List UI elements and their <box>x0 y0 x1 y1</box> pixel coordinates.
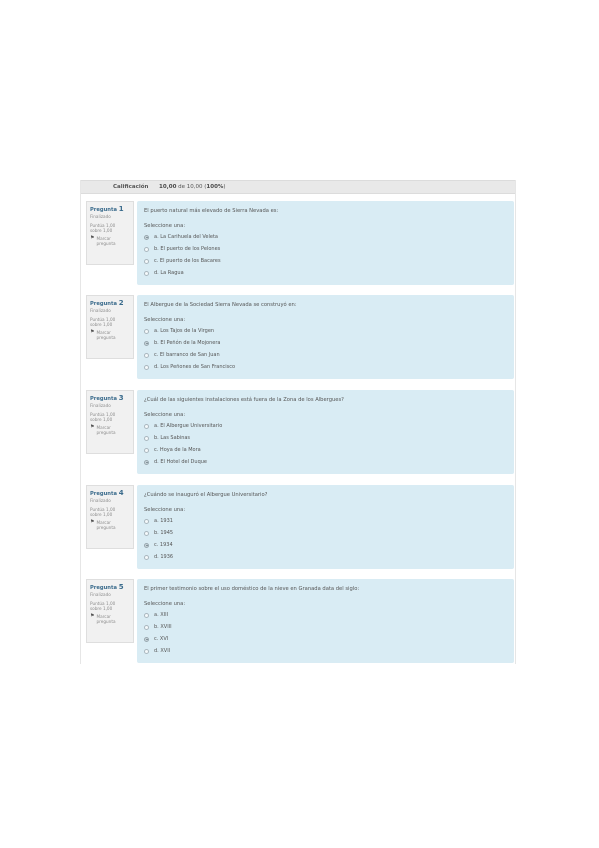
answer-option[interactable] <box>144 444 514 456</box>
radio-button[interactable] <box>144 271 149 276</box>
question-text: El primer testimonio sobre el uso doméstico de la nieve en Granada data del siglo: <box>144 586 360 592</box>
answer-label: d. 1936 <box>154 554 174 560</box>
question-content <box>137 485 514 569</box>
answer-option[interactable] <box>144 515 514 527</box>
grade-rest: de 10,00 ( <box>178 184 207 190</box>
flag-question[interactable] <box>90 614 133 625</box>
answer-option[interactable] <box>144 432 514 444</box>
answer-label: c. El barranco de San Juan <box>154 352 220 358</box>
answer-options <box>144 231 514 279</box>
answer-prompt: Seleccione una: <box>144 412 186 418</box>
answer-option[interactable] <box>144 243 514 255</box>
grade-percent: 100% <box>206 184 224 190</box>
question-number <box>90 205 133 214</box>
flag-line-1: Marcar <box>96 613 111 619</box>
points-line-2: sobre 1,00 <box>90 512 113 517</box>
question-number <box>90 583 133 592</box>
answer-option[interactable] <box>144 231 514 243</box>
flag-icon[interactable]: ⚑ <box>90 328 95 335</box>
flag-label <box>96 614 115 625</box>
answer-label: b. El Peñón de la Mojonera <box>154 340 221 346</box>
answer-option[interactable] <box>144 337 514 349</box>
answer-label: c. XVI <box>154 636 169 642</box>
answer-label: c. 1934 <box>154 542 173 548</box>
flag-line-1: Marcar <box>96 519 111 525</box>
radio-button[interactable] <box>144 365 149 370</box>
answer-option[interactable] <box>144 527 514 539</box>
grade-label: Calificación <box>113 184 149 190</box>
flag-line-1: Marcar <box>96 424 111 430</box>
flag-question[interactable] <box>90 425 133 436</box>
radio-button[interactable] <box>144 613 149 618</box>
answer-option[interactable] <box>144 551 514 563</box>
answer-label: b. 1945 <box>154 530 174 536</box>
question-label: Pregunta <box>90 491 117 497</box>
answer-label: d. La Ragua <box>154 270 184 276</box>
answer-option[interactable] <box>144 349 514 361</box>
grade-score: 10,00 <box>159 184 177 190</box>
flag-label <box>96 520 115 531</box>
answer-options <box>144 609 514 657</box>
answer-label: b. Las Sabinas <box>154 435 191 441</box>
answer-prompt: Seleccione una: <box>144 223 186 229</box>
question-number <box>90 394 133 403</box>
answer-label: b. XVIII <box>154 624 172 630</box>
question-1 <box>86 201 514 285</box>
flag-line-2: pregunta <box>96 335 116 340</box>
answer-label: d. El Hotel del Duque <box>154 459 207 465</box>
radio-button[interactable] <box>144 543 149 548</box>
question-state: Finalizado <box>90 214 111 219</box>
answer-options <box>144 325 514 373</box>
question-state: Finalizado <box>90 403 111 408</box>
flag-line-2: pregunta <box>96 525 116 530</box>
flag-label <box>96 330 115 341</box>
question-text: ¿Cuándo se inauguró el Albergue Universitario? <box>144 492 268 498</box>
flag-icon[interactable]: ⚑ <box>90 234 95 241</box>
question-info <box>86 579 134 643</box>
question-3 <box>86 390 514 474</box>
question-num: 3 <box>118 394 124 402</box>
answer-label: d. XVII <box>154 648 171 654</box>
answer-option[interactable] <box>144 621 514 633</box>
radio-button[interactable] <box>144 329 149 334</box>
question-num: 5 <box>118 583 124 591</box>
answer-option[interactable] <box>144 645 514 657</box>
answer-prompt: Seleccione una: <box>144 601 186 607</box>
radio-button[interactable] <box>144 341 149 346</box>
points-line-1: Puntúa 1,00 <box>90 411 116 417</box>
question-label: Pregunta <box>90 301 117 307</box>
radio-button[interactable] <box>144 460 149 465</box>
question-info <box>86 485 134 549</box>
flag-question[interactable] <box>90 330 133 341</box>
answer-option[interactable] <box>144 539 514 551</box>
quiz-review <box>80 180 516 664</box>
grade-summary <box>81 180 515 194</box>
question-num: 4 <box>118 489 124 497</box>
points-line-2: sobre 1,00 <box>90 417 113 422</box>
flag-line-2: pregunta <box>96 619 116 624</box>
radio-button[interactable] <box>144 424 149 429</box>
answer-label: a. La Carihuela del Veleta <box>154 234 218 240</box>
answer-option[interactable] <box>144 633 514 645</box>
question-label: Pregunta <box>90 585 117 591</box>
flag-icon[interactable]: ⚑ <box>90 612 95 619</box>
flag-label <box>96 236 115 247</box>
answer-option[interactable] <box>144 325 514 337</box>
answer-option[interactable] <box>144 420 514 432</box>
question-2 <box>86 295 514 379</box>
question-label: Pregunta <box>90 207 117 213</box>
radio-button[interactable] <box>144 259 149 264</box>
answer-option[interactable] <box>144 456 514 468</box>
flag-line-1: Marcar <box>96 329 111 335</box>
answer-option[interactable] <box>144 255 514 267</box>
question-number <box>90 299 133 308</box>
radio-button[interactable] <box>144 436 149 441</box>
answer-label: d. Los Peñones de San Francisco <box>154 364 236 370</box>
answer-label: a. XIII <box>154 612 169 618</box>
question-points <box>90 412 133 423</box>
radio-button[interactable] <box>144 555 149 560</box>
question-content <box>137 579 514 663</box>
points-line-1: Puntúa 1,00 <box>90 600 116 606</box>
question-label: Pregunta <box>90 396 117 402</box>
question-info <box>86 201 134 265</box>
flag-line-2: pregunta <box>96 430 116 435</box>
radio-button[interactable] <box>144 637 149 642</box>
question-num: 1 <box>118 205 124 213</box>
points-line-1: Puntúa 1,00 <box>90 222 116 228</box>
points-line-1: Puntúa 1,00 <box>90 506 116 512</box>
question-points <box>90 507 133 518</box>
radio-button[interactable] <box>144 519 149 524</box>
question-points <box>90 223 133 234</box>
flag-icon[interactable]: ⚑ <box>90 423 95 430</box>
question-content <box>137 295 514 379</box>
question-info <box>86 390 134 454</box>
question-text: El Albergue de la Sociedad Sierra Nevada se construyó en: <box>144 302 297 308</box>
points-line-1: Puntúa 1,00 <box>90 316 116 322</box>
question-4 <box>86 485 514 569</box>
question-points <box>90 317 133 328</box>
radio-button[interactable] <box>144 531 149 536</box>
question-info <box>86 295 134 359</box>
grade-close: ) <box>223 184 226 190</box>
question-text: El puerto natural más elevado de Sierra Nevada es: <box>144 208 279 214</box>
points-line-2: sobre 1,00 <box>90 322 113 327</box>
question-text: ¿Cuál de las siguientes instalaciones está fuera de la Zona de los Albergues? <box>144 397 344 403</box>
question-points <box>90 601 133 612</box>
grade-value <box>159 181 226 193</box>
flag-label <box>96 425 115 436</box>
answer-option[interactable] <box>144 267 514 279</box>
question-state: Finalizado <box>90 308 111 313</box>
flag-line-2: pregunta <box>96 241 116 246</box>
answer-label: c. Hoya de la Mora <box>154 447 201 453</box>
answer-options <box>144 420 514 468</box>
flag-icon[interactable]: ⚑ <box>90 518 95 525</box>
question-number <box>90 489 133 498</box>
radio-button[interactable] <box>144 625 149 630</box>
question-state: Finalizado <box>90 498 111 503</box>
question-content <box>137 390 514 474</box>
answer-option[interactable] <box>144 361 514 373</box>
flag-line-1: Marcar <box>96 235 111 241</box>
answer-prompt: Seleccione una: <box>144 507 186 513</box>
answer-option[interactable] <box>144 609 514 621</box>
radio-button[interactable] <box>144 353 149 358</box>
question-content <box>137 201 514 285</box>
points-line-2: sobre 1,00 <box>90 606 113 611</box>
question-num: 2 <box>118 299 124 307</box>
answer-options <box>144 515 514 563</box>
question-5 <box>86 579 514 663</box>
radio-button[interactable] <box>144 235 149 240</box>
answer-label: a. Los Tajos de la Virgen <box>154 328 215 334</box>
flag-question[interactable] <box>90 520 133 531</box>
radio-button[interactable] <box>144 247 149 252</box>
radio-button[interactable] <box>144 649 149 654</box>
answer-label: a. El Albergue Universitario <box>154 423 223 429</box>
flag-question[interactable] <box>90 236 133 247</box>
answer-prompt: Seleccione una: <box>144 317 186 323</box>
answer-label: a. 1931 <box>154 518 173 524</box>
points-line-2: sobre 1,00 <box>90 228 113 233</box>
question-state: Finalizado <box>90 592 111 597</box>
radio-button[interactable] <box>144 448 149 453</box>
answer-label: c. El puerto de los Bacares <box>154 258 221 264</box>
answer-label: b. El puerto de los Pelones <box>154 246 221 252</box>
